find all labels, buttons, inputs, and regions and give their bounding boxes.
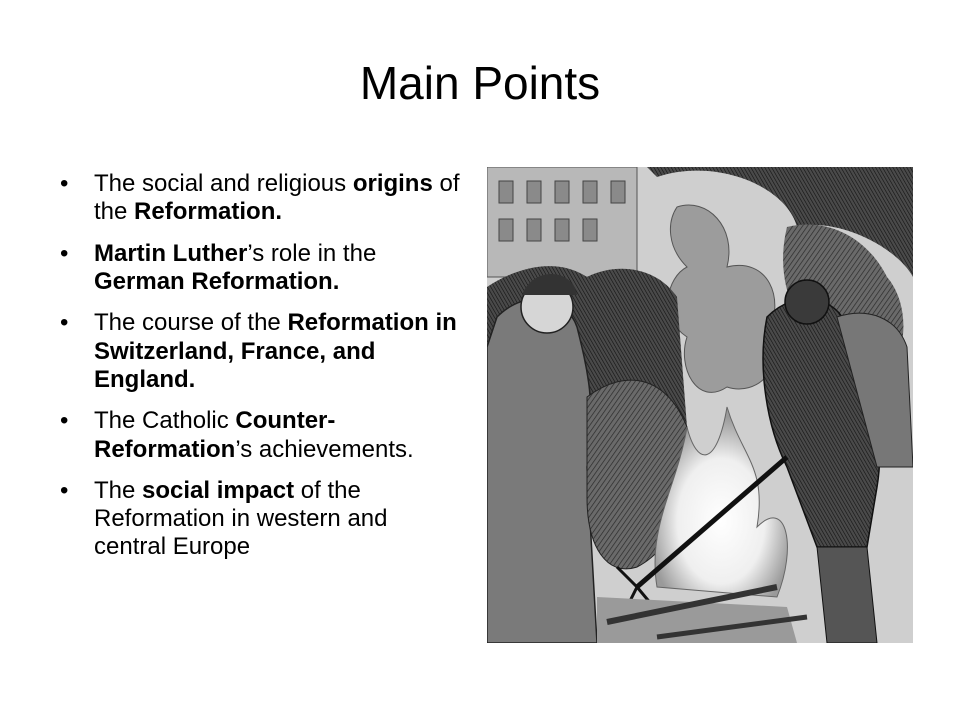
bullet-item: • The course of the Reformation in Switzerland, France, and England. bbox=[60, 309, 457, 393]
bullet-dot: • bbox=[60, 407, 69, 435]
bullet-dot: • bbox=[60, 309, 69, 337]
engraving-illustration bbox=[487, 167, 913, 643]
slide-title: Main Points bbox=[359, 57, 601, 109]
bullet-dot: • bbox=[60, 476, 69, 504]
bullet-item: • The Catholic Counter-Reformation’s achievements. bbox=[60, 407, 414, 463]
bullet-list bbox=[60, 170, 460, 575]
bullet-dot: • bbox=[60, 170, 69, 197]
bullet-dot: • bbox=[60, 239, 69, 267]
bullet-item: • Martin Luther’s role in the German Reformation. bbox=[60, 239, 377, 295]
bullet-item: • The social and religious origins of the Reformation. bbox=[60, 170, 460, 226]
bullet-item: • The social impact of the Reformation in western and central Europe bbox=[60, 476, 388, 561]
engraving-book-burning-image bbox=[487, 167, 913, 643]
